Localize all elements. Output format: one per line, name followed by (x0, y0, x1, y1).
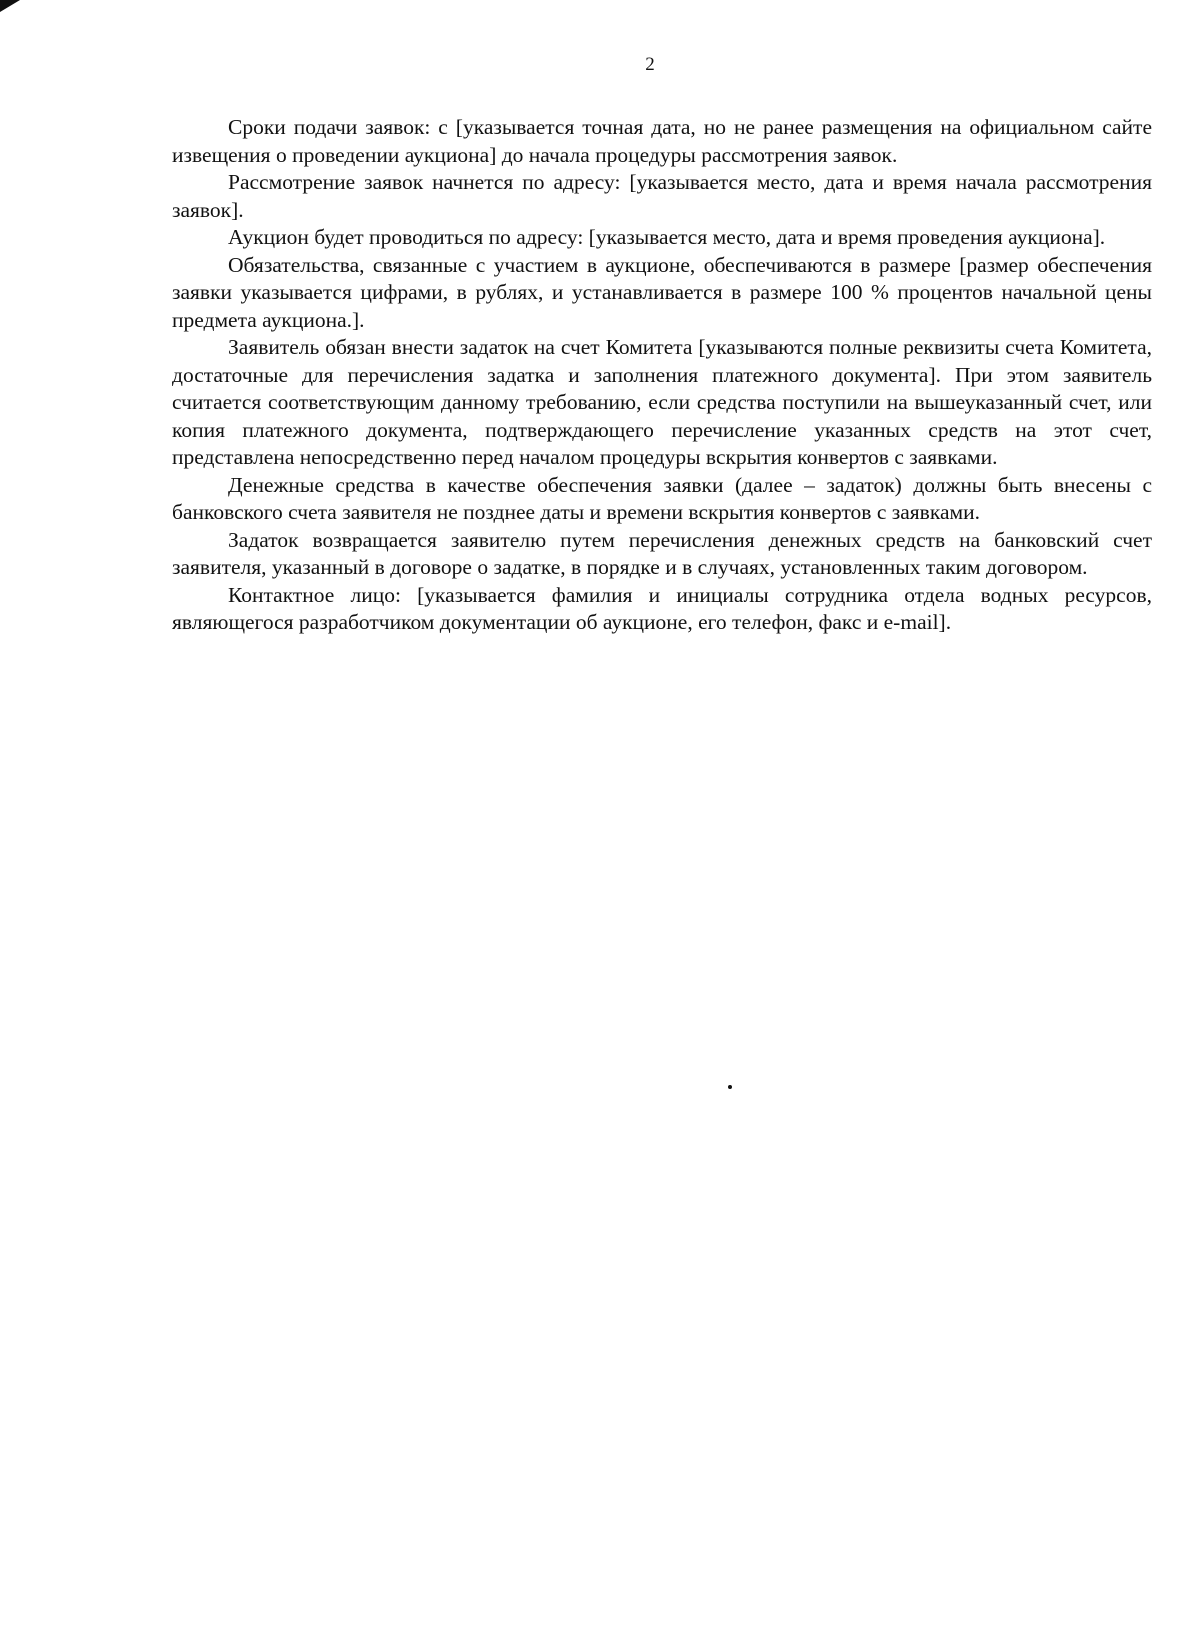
document-body (172, 114, 1152, 637)
paragraph-review-location: Рассмотрение заявок начнется по адресу: [указывается место, дата и время начала рассмотрения заявок]. (172, 170, 1152, 222)
paragraph-auction-location: Аукцион будет проводиться по адресу: [указывается место, дата и время проведения аукциона]. (228, 225, 1106, 249)
paragraph-application-deadlines: Сроки подачи заявок: с [указывается точная дата, но не ранее размещения на официальном сайте извещения о проведении аукциона] до начала процедуры рассмотрения заявок. (172, 115, 1152, 167)
paragraph-deposit-requirement: Заявитель обязан внести задаток на счет Комитета [указываются полные реквизиты счета Комитета, достаточные для перечисления задатка и заполнения платежного документа]. При этом заявитель считается соответствующим данному требованию, если средства поступили на вышеуказанный счет, или копия платежного документа, подтверждающего перечисление указанных средств на этот счет, представлена непосредственно перед началом процедуры вскрытия конвертов с заявками. (172, 335, 1152, 469)
page-number: 2 (645, 54, 655, 75)
paragraph-deposit-return: Задаток возвращается заявителю путем перечисления денежных средств на банковский счет заявителя, указанный в договоре о задатке, в порядке и в случаях, установленных таким договором. (172, 527, 1152, 579)
paragraph-deposit-timing: Денежные средства в качестве обеспечения заявки (далее – задаток) должны быть внесены с банковского счета заявителя не позднее даты и времени вскрытия конвертов с заявками. (172, 472, 1152, 524)
scan-corner-mark (0, 0, 20, 12)
scan-speck (728, 1085, 732, 1089)
paragraph-contact-person: Контактное лицо: [указывается фамилия и инициалы сотрудника отдела водных ресурсов, являющегося разработчиком документации об аукционе, его телефон, факс и e-mail]. (172, 582, 1152, 634)
paragraph-security-amount: Обязательства, связанные с участием в аукционе, обеспечиваются в размере [размер обеспечения заявки указывается цифрами, в рублях, и устанавливается в размере 100 % процентов начальной цены предмета аукциона.]. (172, 252, 1152, 332)
